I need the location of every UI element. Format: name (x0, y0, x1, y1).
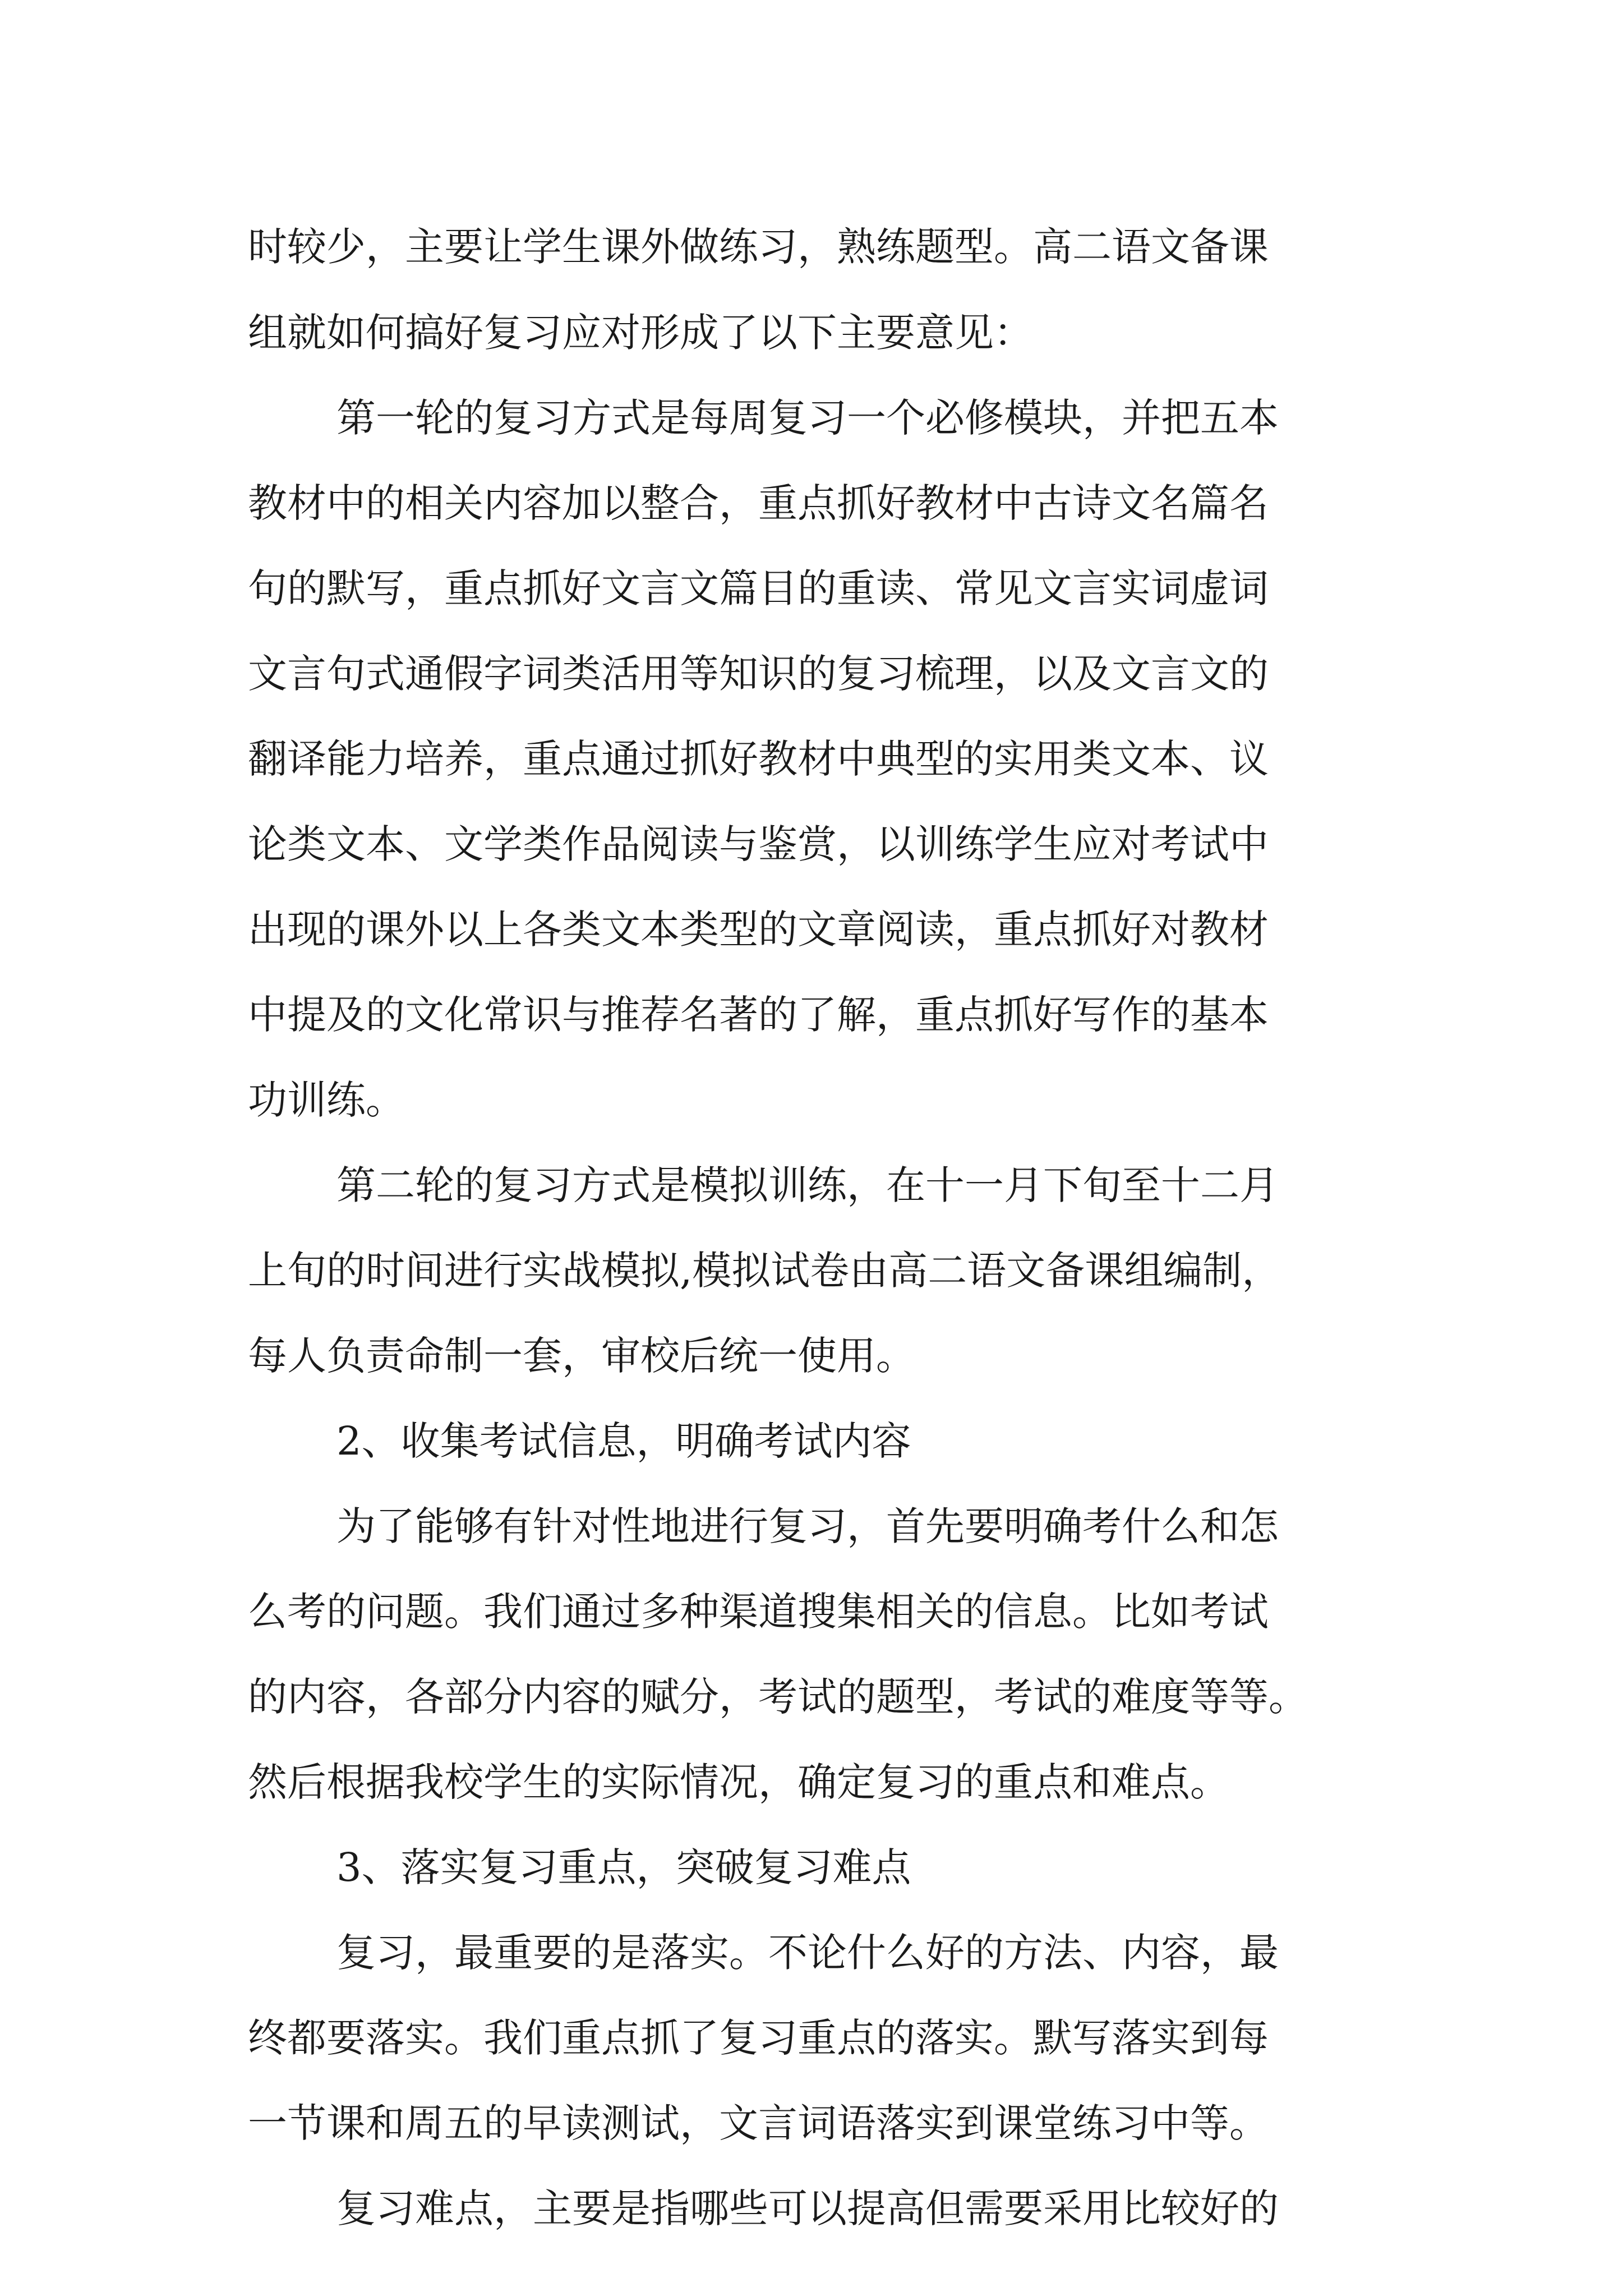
paragraph-first-line: 第二轮的复习方式是模拟训练，在十一月下旬至十二月 (336, 1162, 1279, 1208)
text-line: 功训练。 (248, 1077, 405, 1123)
paragraph-first-line: 第一轮的复习方式是每周复习一个必修模块，并把五本 (336, 395, 1279, 441)
text-line: 论类文本、文学类作品阅读与鉴赏，以训练学生应对考试中 (248, 821, 1269, 867)
text-line: 终都要落实。我们重点抓了复习重点的落实。默写落实到每 (248, 2015, 1269, 2061)
text-line: 翻译能力培养，重点通过抓好教材中典型的实用类文本、议 (248, 736, 1269, 782)
text-line: 组就如何搞好复习应对形成了以下主要意见： (248, 310, 1033, 356)
text-line: 上旬的时间进行实战模拟,模拟试卷由高二语文备课组编制， (248, 1248, 1281, 1294)
paragraph-first-line: 复习难点，主要是指哪些可以提高但需要采用比较好的 (336, 2185, 1279, 2231)
text-line: 中提及的文化常识与推荐名著的了解，重点抓好写作的基本 (248, 992, 1269, 1038)
text-line: 句的默写，重点抓好文言文篇目的重读、常见文言实词虚词 (248, 565, 1269, 611)
paragraph-first-line: 为了能够有针对性地进行复习，首先要明确考什么和怎 (336, 1503, 1279, 1549)
section-heading: 2、收集考试信息，明确考试内容 (336, 1418, 911, 1464)
section-heading: 3、落实复习重点，突破复习难点 (336, 1844, 911, 1890)
text-line: 出现的课外以上各类文本类型的文章阅读，重点抓好对教材 (248, 907, 1269, 953)
text-line: 时较少，主要让学生课外做练习，熟练题型。高二语文备课 (248, 224, 1269, 270)
text-line: 的内容，各部分内容的赋分，考试的题型，考试的难度等等。 (248, 1674, 1308, 1720)
text-line: 每人负责命制一套，审校后统一使用。 (248, 1333, 915, 1379)
text-line: 然后根据我校学生的实际情况，确定复习的重点和难点。 (248, 1759, 1229, 1805)
text-line: 教材中的相关内容加以整合，重点抓好教材中古诗文名篇名 (248, 480, 1269, 526)
text-line: 文言句式通假字词类活用等知识的复习梳理，以及文言文的 (248, 651, 1269, 697)
text-line: 一节课和周五的早读测试，文言词语落实到课堂练习中等。 (248, 2100, 1269, 2146)
text-line: 么考的问题。我们通过多种渠道搜集相关的信息。比如考试 (248, 1589, 1269, 1635)
paragraph-first-line: 复习，最重要的是落实。不论什么好的方法、内容，最 (336, 1930, 1279, 1976)
